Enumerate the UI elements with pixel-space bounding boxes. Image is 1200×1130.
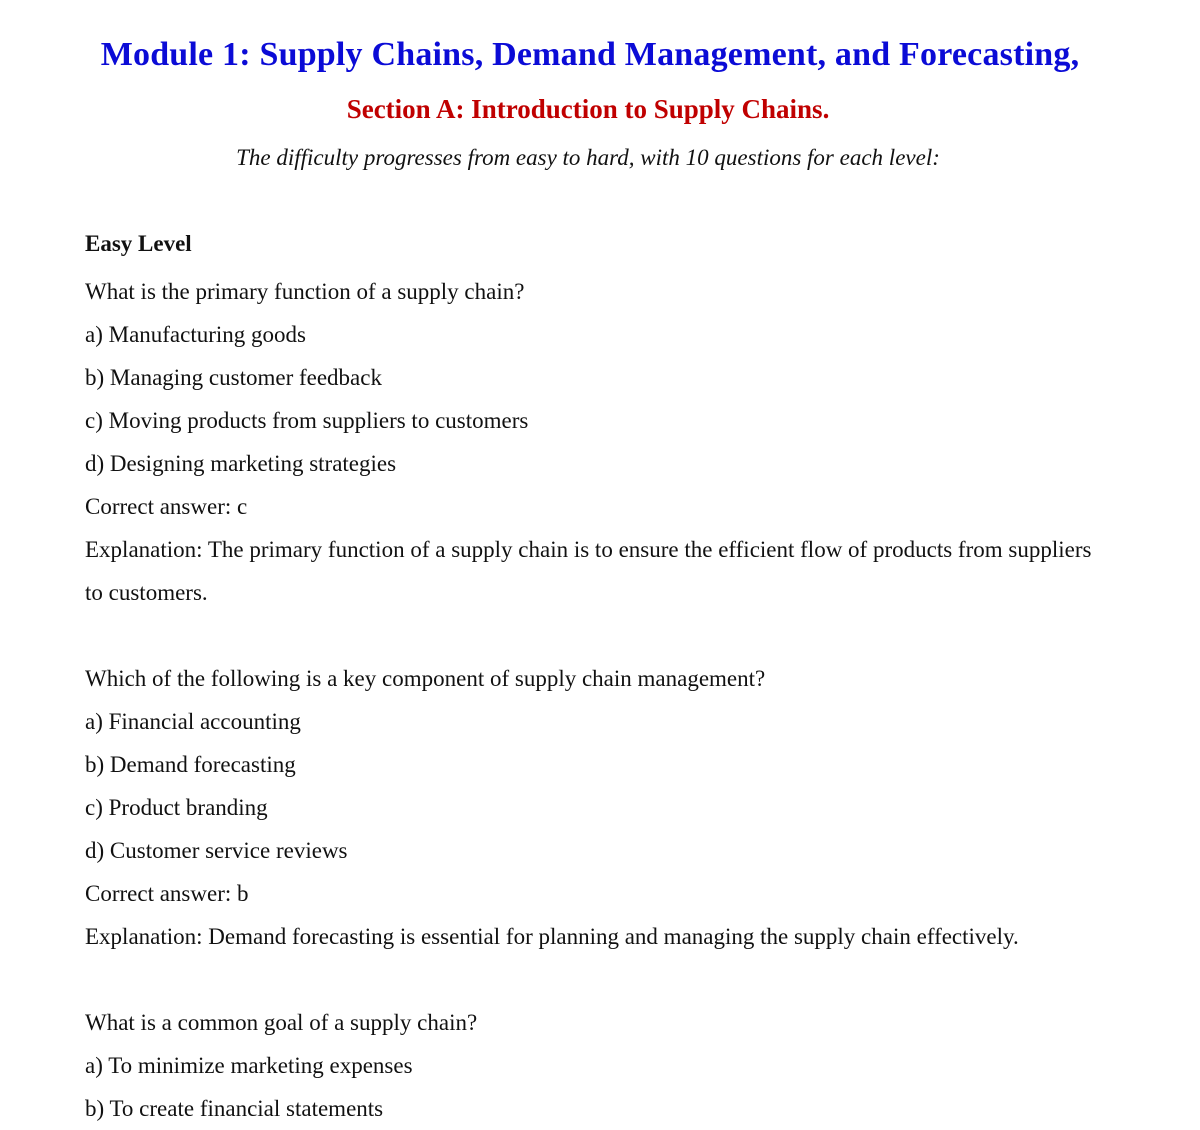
question-text: What is a common goal of a supply chain? [85, 1010, 478, 1035]
option-c: c) Moving products from suppliers to customers [85, 408, 529, 433]
option-a: a) Financial accounting [85, 709, 301, 734]
document-content [85, 228, 1115, 1130]
explanation: Explanation: The primary function of a supply chain is to ensure the efficient flow of products from suppliers to customers. [85, 537, 1092, 605]
option-a: a) To minimize marketing expenses [85, 1053, 413, 1078]
option-b: b) Demand forecasting [85, 752, 296, 777]
level-heading: Easy Level [85, 231, 192, 256]
document-title: Module 1: Supply Chains, Demand Management, and Forecasting, [100, 36, 1080, 73]
option-c: c) Product branding [85, 795, 268, 820]
option-d: d) Designing marketing strategies [85, 451, 397, 476]
option-b: b) Managing customer feedback [85, 365, 382, 390]
section-title: Section A: Introduction to Supply Chains. [346, 94, 830, 124]
intro-text: The difficulty progresses from easy to hard, with 10 questions for each level: [236, 145, 940, 170]
correct-answer: Correct answer: b [85, 881, 249, 906]
question-block-1 [85, 270, 1115, 614]
option-d: d) Customer service reviews [85, 838, 348, 863]
option-b: b) To create financial statements [85, 1096, 384, 1121]
question-text: What is the primary function of a supply chain? [85, 279, 525, 304]
explanation: Explanation: Demand forecasting is essential for planning and managing the supply chain effectively. [85, 924, 1019, 949]
question-block-2 [85, 657, 1115, 958]
question-block-3 [85, 1001, 1115, 1130]
question-text: Which of the following is a key component of supply chain management? [85, 666, 766, 691]
option-a: a) Manufacturing goods [85, 322, 306, 347]
correct-answer: Correct answer: c [85, 494, 248, 519]
